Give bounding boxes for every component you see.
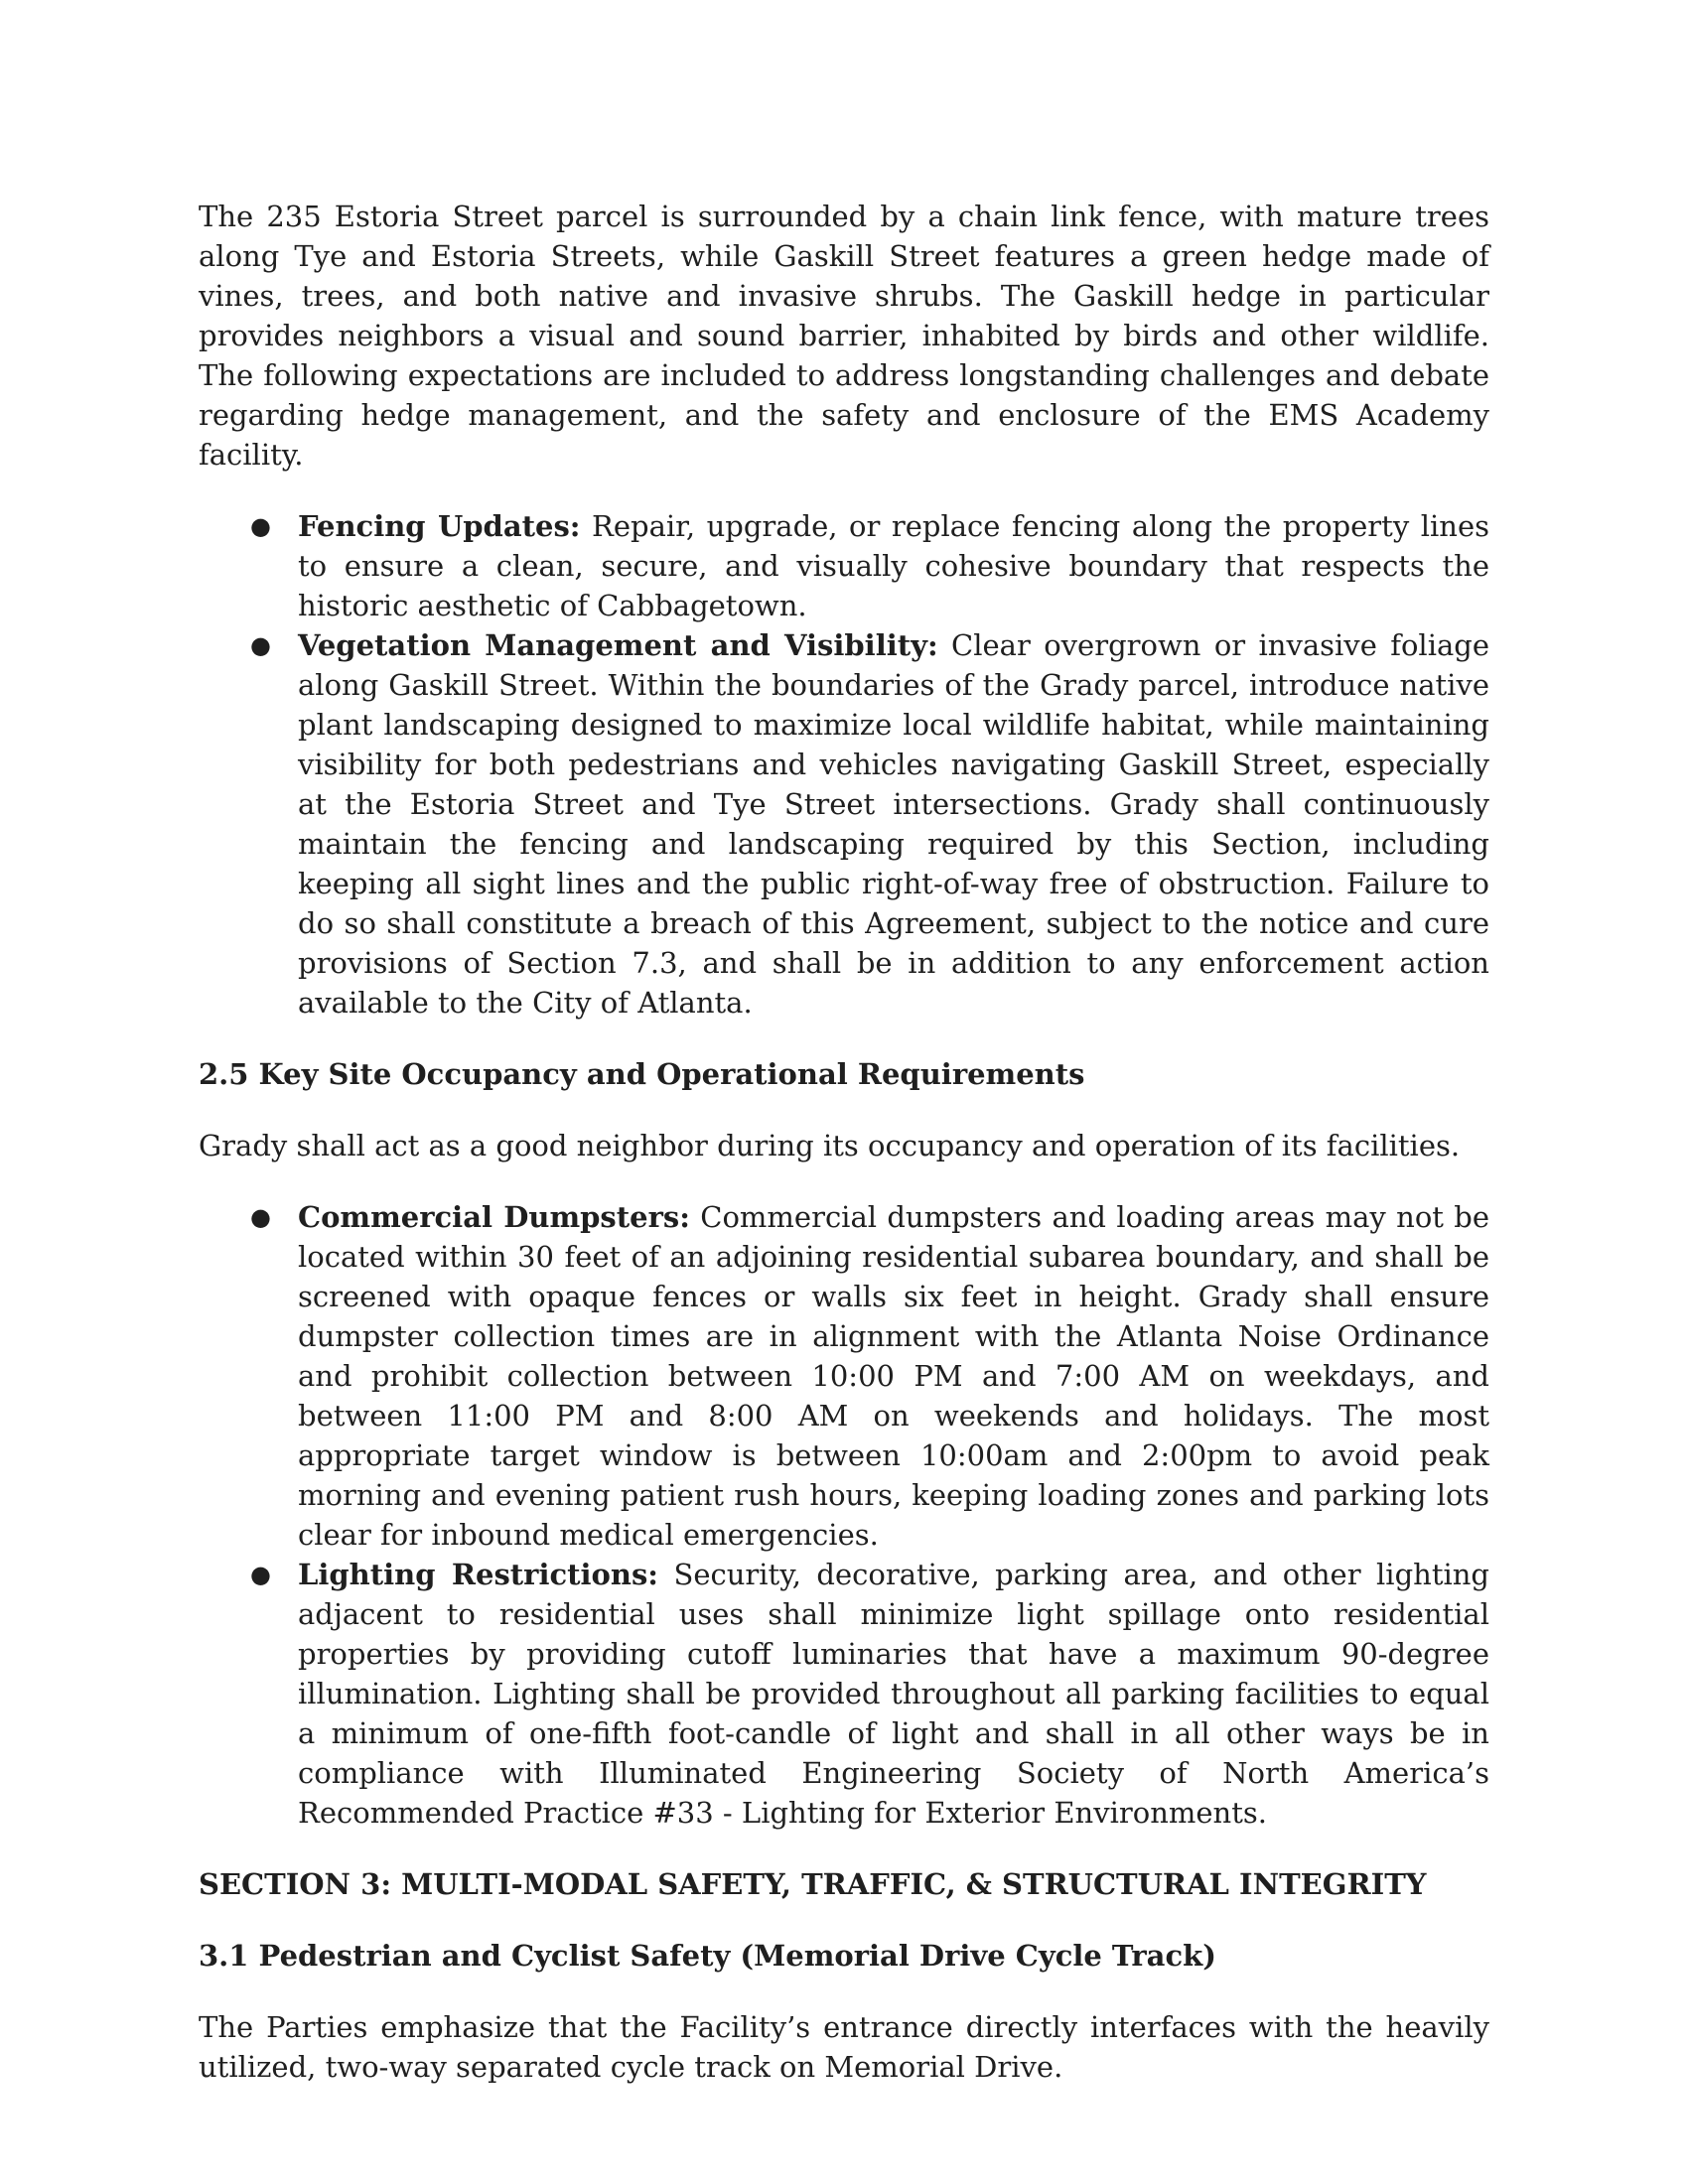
operations-list (199, 1197, 1489, 1833)
document-page (199, 197, 1489, 2087)
list-item-term: Commercial Dumpsters: (298, 1200, 690, 1234)
list-item-term: Fencing Updates: (298, 509, 581, 543)
section-heading-2-5: 2.5 Key Site Occupancy and Operational Requirements (199, 1057, 1085, 1091)
list-item (199, 1555, 1489, 1833)
bullet-icon: ● (250, 1561, 271, 1588)
bullet-icon: ● (250, 1203, 271, 1231)
list-item-text: Clear overgrown or invasive foliage along Gaskill Street. Within the boundaries of the Grady parcel, introduce native plant landscaping designed to maximize local wildlife habitat, while maintaining visibility for both pedestrians and vehicles navigating Gaskill Street, especially at the Estoria Street and Tye Street intersections. Grady shall continuously maintain the fencing and landscaping required by this Section, including keeping all sight lines and the public right-of-way free of obstruction. Failure to do so shall constitute a breach of this Agreement, subject to the notice and cure provisions of Section 7.3, and shall be in addition to any enforcement action available to the City of Atlanta. (298, 628, 1489, 1020)
list-item-term: Lighting Restrictions: (298, 1558, 658, 1591)
list-item (199, 506, 1489, 625)
list-item-text: Repair, upgrade, or replace fencing along the property lines to ensure a clean, secure, and visually cohesive boundary that respects the historic aesthetic of Cabbagetown. (298, 509, 1490, 622)
section-3-heading: SECTION 3: MULTI-MODAL SAFETY, TRAFFIC, & STRUCTURAL INTEGRITY (199, 1867, 1427, 1901)
list-item (199, 1197, 1489, 1555)
list-item (199, 625, 1489, 1023)
intro-paragraph: The 235 Estoria Street parcel is surrounded by a chain link fence, with mature trees along Tye and Estoria Streets, while Gaskill Street features a green hedge made of vines, trees, and both native and invasive shrubs. The Gaskill hedge in particular provides neighbors a visual and sound barrier, inhabited by birds and other wildlife. The following expectations are included to address longstanding challenges and debate regarding hedge management, and the safety and enclosure of the EMS Academy facility. (199, 200, 1489, 472)
list-item-text: Commercial dumpsters and loading areas may not be located within 30 feet of an adjoining residential subarea boundary, and shall be screened with opaque fences or walls six feet in height. Grady shall ensure dumpster collection times are in alignment with the Atlanta Noise Ordinance and prohibit collection between 10:00 PM and 7:00 AM on weekdays, and between 11:00 PM and 8:00 AM on weekends and holidays. The most appropriate target window is between 10:00am and 2:00pm to avoid peak morning and evening patient rush hours, keeping loading zones and parking lots clear for inbound medical emergencies. (298, 1200, 1490, 1552)
bullet-icon: ● (250, 512, 271, 540)
fencing-list (199, 506, 1489, 1023)
section-3-1-paragraph: The Parties emphasize that the Facility’s entrance directly interfaces with the heavily utilized, two-way separated cycle track on Memorial Drive. (199, 2010, 1489, 2084)
bullet-icon: ● (250, 631, 271, 659)
section-heading-3-1: 3.1 Pedestrian and Cyclist Safety (Memorial Drive Cycle Track) (199, 1939, 1216, 1973)
list-item-text: Security, decorative, parking area, and other lighting adjacent to residential uses shall minimize light spillage onto residential properties by providing cutoff luminaries that have a maximum 90-degree illumination. Lighting shall be provided throughout all parking facilities to equal a minimum of one-fifth foot-candle of light and shall in all other ways be in compliance with Illuminated Engineering Society of North America’s Recommended Practice #33 - Lighting for Exterior Environments. (298, 1558, 1489, 1830)
section-2-5-paragraph: Grady shall act as a good neighbor during its occupancy and operation of its facilities. (199, 1129, 1461, 1162)
list-item-term: Vegetation Management and Visibility: (298, 628, 938, 662)
